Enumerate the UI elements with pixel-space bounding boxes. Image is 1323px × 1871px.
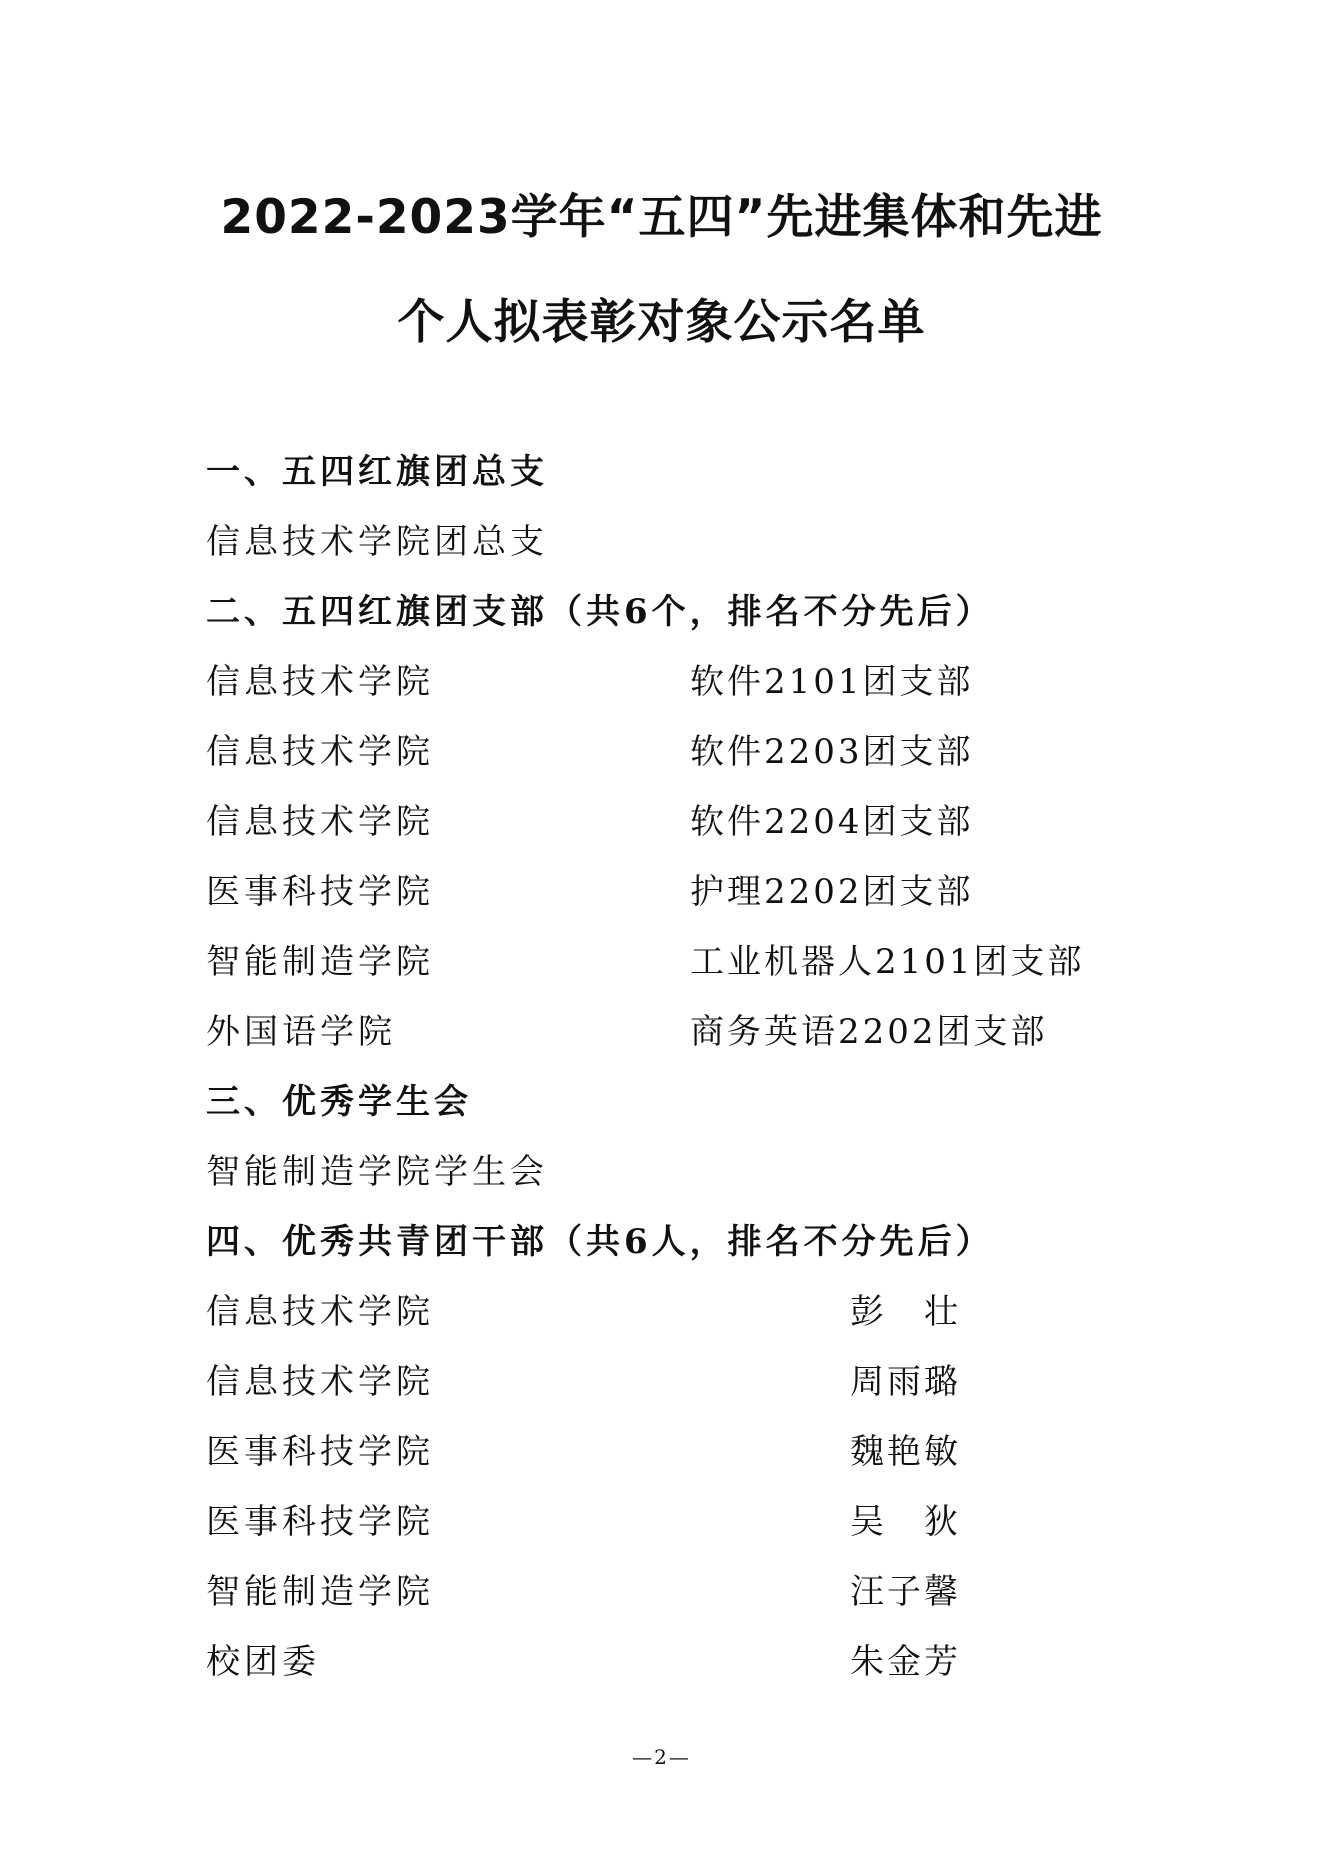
- list-item-unit: 外国语学院: [206, 1012, 396, 1052]
- list-item-person: 吴 狄: [850, 1502, 961, 1542]
- list-item-unit: 智能制造学院学生会: [206, 1152, 548, 1192]
- list-item-branch: 商务英语2202团支部: [690, 1012, 1048, 1052]
- list-item-branch: 软件2204团支部: [690, 802, 974, 842]
- list-item-unit: 智能制造学院: [206, 1572, 434, 1612]
- list-item-branch: 软件2203团支部: [690, 732, 974, 772]
- list-item-unit: 智能制造学院: [206, 942, 434, 982]
- section-heading: 三、优秀学生会: [206, 1082, 472, 1122]
- list-item-unit: 信息技术学院团总支: [206, 522, 548, 562]
- document-title-line-2: 个人拟表彰对象公示名单: [397, 295, 926, 350]
- section-heading: 一、五四红旗团总支: [206, 452, 548, 492]
- list-item-unit: 信息技术学院: [206, 1292, 434, 1332]
- list-item-branch: 软件2101团支部: [690, 662, 974, 702]
- list-item-unit: 医事科技学院: [206, 872, 434, 912]
- page-number: —2—: [632, 1745, 691, 1769]
- list-item-unit: 校团委: [206, 1642, 320, 1682]
- list-item-unit: 信息技术学院: [206, 802, 434, 842]
- list-item-branch: 护理2202团支部: [690, 872, 974, 912]
- list-item-person: 魏艳敏: [850, 1432, 961, 1472]
- list-item-person: 周雨璐: [850, 1362, 961, 1402]
- list-item-branch: 工业机器人2101团支部: [690, 942, 1085, 982]
- list-item-person: 彭 壮: [850, 1292, 961, 1332]
- list-item-unit: 信息技术学院: [206, 732, 434, 772]
- document-title-line-1: 2022-2023学年“五四”先进集体和先进: [220, 190, 1103, 245]
- list-item-person: 汪子馨: [850, 1572, 961, 1612]
- list-item-unit: 信息技术学院: [206, 1362, 434, 1402]
- list-item-unit: 医事科技学院: [206, 1502, 434, 1542]
- list-item-unit: 信息技术学院: [206, 662, 434, 702]
- list-item-unit: 医事科技学院: [206, 1432, 434, 1472]
- section-heading: 四、优秀共青团干部（共6人，排名不分先后）: [206, 1222, 994, 1262]
- section-heading: 二、五四红旗团支部（共6个，排名不分先后）: [206, 592, 994, 632]
- list-item-person: 朱金芳: [850, 1642, 961, 1682]
